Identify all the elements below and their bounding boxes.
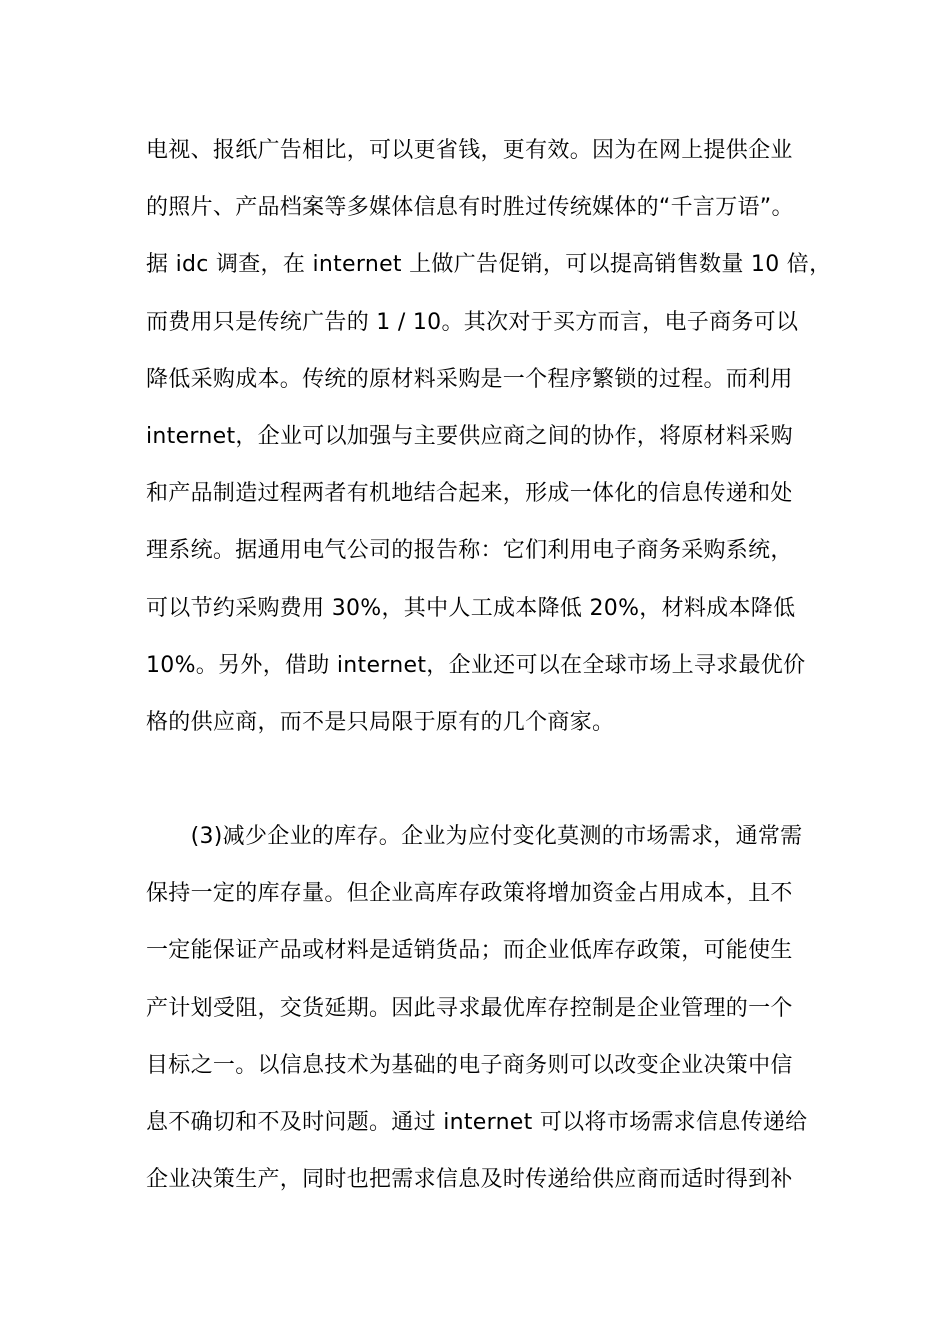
text-line: 10%。另外，借助 internet，企业还可以在全球市场上寻求最优价 — [146, 652, 806, 678]
text-line: 和产品制造过程两者有机地结合起来，形成一体化的信息传递和处 — [146, 481, 793, 507]
text-line: 的照片、产品档案等多媒体信息有时胜过传统媒体的“千言万语”。 — [146, 195, 794, 221]
paragraph-inventory-reduction — [146, 818, 826, 1218]
text-line: 息不确切和不及时问题。通过 internet 可以将市场需求信息传递给 — [146, 1109, 808, 1135]
text-line: internet，企业可以加强与主要供应商之间的协作，将原材料采购 — [146, 423, 793, 449]
paragraph-cost-reduction — [146, 132, 832, 761]
text-line: 电视、报纸广告相比，可以更省钱，更有效。因为在网上提供企业 — [146, 138, 793, 163]
text-line: 格的供应商，而不是只局限于原有的几个商家。 — [146, 709, 615, 735]
text-line: 理系统。据通用电气公司的报告称：它们利用电子商务采购系统， — [146, 538, 793, 564]
text-line: 企业决策生产，同时也把需求信息及时传递给供应商而适时得到补 — [146, 1167, 793, 1193]
text-line: 而费用只是传统广告的 1 / 10。其次对于买方而言，电子商务可以 — [146, 309, 799, 335]
text-line: 目标之一。以信息技术为基础的电子商务则可以改变企业决策中信 — [146, 1052, 793, 1078]
text-line: 可以节约采购费用 30%，其中人工成本降低 20%，材料成本降低 — [146, 595, 796, 621]
text-line: 一定能保证产品或材料是适销货品；而企业低库存政策，可能使生 — [146, 938, 793, 964]
text-line: (3)减少企业的库存。企业为应付变化莫测的市场需求，通常需 — [146, 824, 803, 849]
text-line: 产计划受阻，交货延期。因此寻求最优库存控制是企业管理的一个 — [146, 995, 793, 1021]
text-line: 据 idc 调查，在 internet 上做广告促销，可以提高销售数量 10 倍， — [146, 252, 832, 278]
text-line: 降低采购成本。传统的原材料采购是一个程序繁锁的过程。而利用 — [146, 366, 793, 392]
text-line: 保持一定的库存量。但企业高库存政策将增加资金占用成本，且不 — [146, 881, 793, 907]
